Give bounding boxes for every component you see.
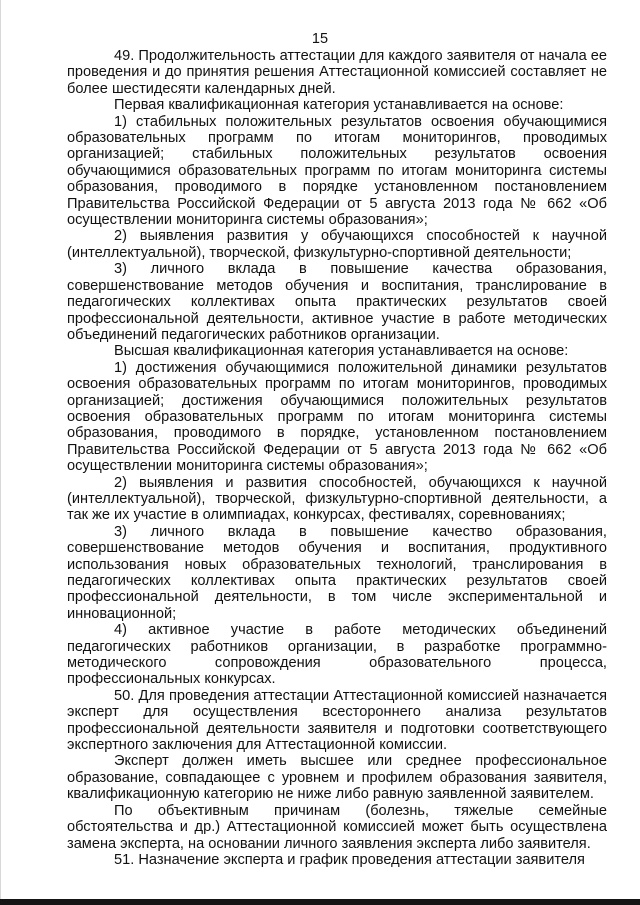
scan-left-edge	[0, 0, 1, 905]
paragraph-highest-category-heading: Высшая квалификационная категория устанавливается на основе:	[114, 343, 569, 360]
page-number: 15	[311, 31, 329, 47]
paragraph-49-duration: 49. Продолжительность аттестации для каждого заявителя от начала ее проведения и до принятия решения Аттестационной комиссией составляет не более шестидесяти календарных дней.	[67, 48, 607, 97]
paragraph-first-category-item-1: 1) стабильных положительных результатов освоения обучающимися образовательных программ по итогам мониторингов, проводимых организацией; стабильных положительных результатов освоения обучающимися образовательных программ по итогам мониторинга системы образования, проводимого в порядке установленном постановлением Правительства Российской Федерации от 5 августа 2013 года № 662 «Об осуществлении мониторинга системы образования»;	[67, 113, 607, 229]
paragraph-51-schedule: 51. Назначение эксперта и график проведения аттестации заявителя	[114, 851, 585, 868]
paragraph-50-expert-appointment: 50. Для проведения аттестации Аттестационной комиссией назначается эксперт для осуществления всестороннего анализа результатов профессиональной деятельности заявителя и подготовки соответствующего экспертного заключения для Аттестационной комиссии.	[67, 687, 607, 754]
paragraph-highest-category-item-1: 1) достижения обучающимися положительной динамики результатов освоения образовательных программ по итогам мониторингов, проводимых организацией; достижения обучающимися положительных результатов освоения образовательных программ по итогам мониторинга системы образования, проводимого в порядке, установленном постановлением Правительства Российской Федерации от 5 августа 2013 года № 662 «Об осуществлении мониторинга системы образования»;	[67, 359, 607, 475]
paragraph-first-category-item-2: 2) выявления развития у обучающихся способностей к научной (интеллектуальной), творческой, физкультурно-спортивной деятельности;	[67, 228, 607, 261]
paragraph-highest-category-item-4: 4) активное участие в работе методических объединений педагогических работников организации, в разработке программно-методического сопровождения образовательного процесса, профессиональных конкурсах.	[67, 622, 607, 688]
scan-bottom-band	[0, 899, 640, 905]
document-body	[67, 48, 607, 868]
paragraph-highest-category-item-3: 3) личного вклада в повышение качество образования, совершенствование методов обучения и воспитания, продуктивного использования новых образовательных технологий, транслирования в педагогических коллективах опыта практических результатов своей профессиональной деятельности, в том числе экспериментальной и инновационной;	[67, 523, 607, 622]
paragraph-first-category-heading: Первая квалификационная категория устанавливается на основе:	[114, 97, 564, 114]
paragraph-first-category-item-3: 3) личного вклада в повышение качества образования, совершенствование методов обучения и воспитания, транслирование в педагогических коллективах опыта практических результатов своей профессиональной деятельности, активное участие в работе методических объединений педагогических работников организации.	[67, 261, 607, 343]
paragraph-expert-replacement: По объективным причинам (болезнь, тяжелые семейные обстоятельства и др.) Аттестационной комиссией может быть осуществлена замена эксперта, на основании личного заявления эксперта либо заявителя.	[67, 802, 607, 852]
paragraph-highest-category-item-2: 2) выявления и развития способностей, обучающихся к научной (интеллектуальной), творческой, физкультурно-спортивной деятельности, а так же их участие в олимпиадах, конкурсах, фестивалях, соревнованиях;	[67, 474, 607, 524]
paragraph-expert-requirements: Эксперт должен иметь высшее или среднее профессиональное образование, совпадающее с уровнем и профилем образования заявителя, квалификационную категорию не ниже либо равную заявленной заявителем.	[67, 753, 607, 803]
